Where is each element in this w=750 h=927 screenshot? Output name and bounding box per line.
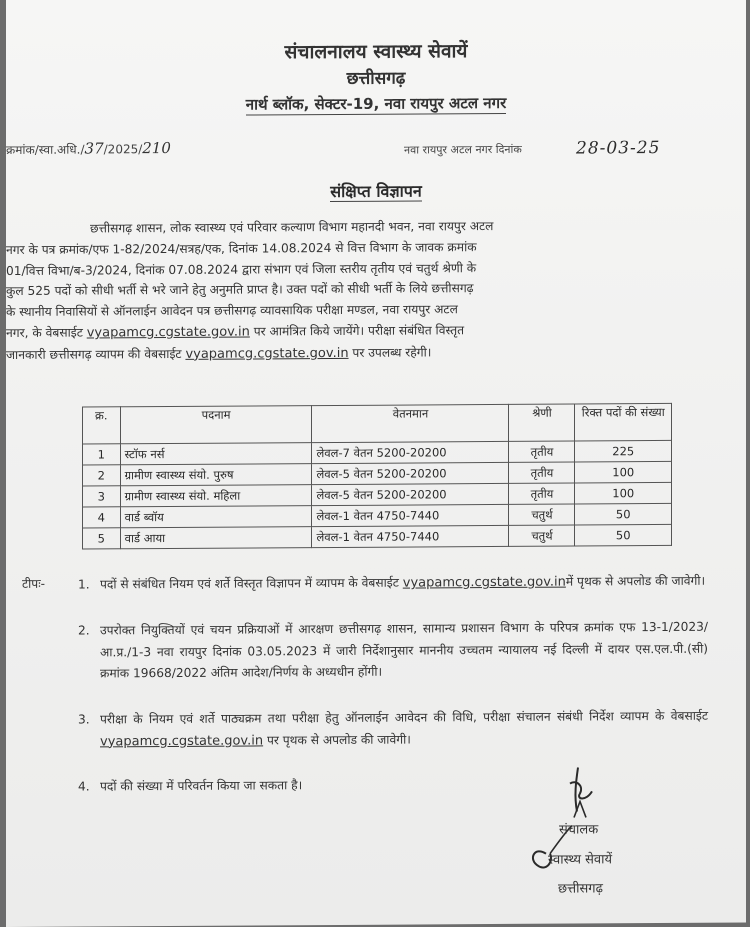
vyapam-website-link[interactable]: vyapamcg.cgstate.gov.in: [86, 324, 250, 341]
cell-serial: 3: [83, 486, 121, 507]
date-label: नवा रायपुर अटल नगर दिनांक: [404, 142, 522, 157]
cell-vacancies: 225: [575, 440, 672, 462]
cell-category: चतुर्थ: [509, 504, 575, 525]
posts-table: [82, 403, 672, 550]
office-address: नार्थ ब्लॉक, सेक्टर-19, नवा रायपुर अटल नगर: [245, 93, 507, 114]
cell-vacancies: 100: [575, 482, 672, 504]
cell-serial: 4: [83, 507, 121, 528]
cell-pay: लेवल-5 वेतन 5200-20200: [312, 483, 509, 505]
intro-line: नगर के पत्र क्रमांक/एफ 1-82/2024/सत्रह/एक, दिनांक 14.08.2024 से वित्त विभाग के जावक क्रमांक: [6, 239, 477, 257]
signatory-state: छत्तीसगढ़: [558, 881, 603, 897]
intro-line: जानकारी छत्तीसगढ़ व्यापम की वेबसाईट vyapamcg.cgstate.gov.in पर उपलब्ध रहेगी।: [6, 345, 432, 362]
note-text: परीक्षा के नियम एवं शर्ते पाठ्यक्रम तथा परीक्षा हेतु ऑनलाईन आवेदन की विधि, परीक्षा संचालन संबंधी निर्देश व्यापम के वेबसाईट vyapamcg.cgstate.gov.in पर पृथक से अपलोड की जावेगी।: [100, 708, 708, 749]
col-header-category: श्रेणी: [509, 404, 575, 441]
state-name: छत्तीसगढ़: [346, 68, 406, 89]
note-number: 4.: [78, 779, 90, 794]
signatory-department: स्वास्थ्य सेवायें: [548, 852, 613, 868]
cell-category: तृतीय: [509, 462, 575, 483]
intro-line: 01/वित्त विभा/ब-3/2024, दिनांक 07.08.2024 द्वारा संभाग एवं जिला स्तरीय तृतीय एवं चतुर्थ श्रेणी के: [6, 260, 477, 278]
col-header-vacancies: रिक्त पदों की संख्या: [575, 403, 672, 441]
note-text: पदों से संबंधित नियम एवं शर्ते विस्तृत विज्ञापन में व्यापम के वेबसाईट vyapamcg.cgstate.gov.inमें पृथक से अपलोड की जावेगी।: [100, 573, 706, 592]
cell-pay: लेवल-5 वेतन 5200-20200: [312, 462, 509, 484]
document-page: [6, 0, 746, 927]
cell-post: स्टॉफ नर्स: [120, 443, 312, 465]
signatory-title: संचालक: [559, 822, 599, 838]
note-item: [78, 706, 708, 753]
document-title: संक्षिप्त विज्ञापन: [330, 181, 422, 202]
intro-line: नगर, के वेबसाईट vyapamcg.cgstate.gov.in पर आमंत्रित किये जायेंगे। परीक्षा संबंधित विस्तृत: [6, 323, 465, 341]
note-text: उपरोक्त नियुक्तियों एवं चयन प्रक्रियाओं में आरक्षण छत्तीसगढ़ शासन, सामान्य प्रशासन विभाग के परिपत्र क्रमांक एफ 13-1/2023/आ.प्र./1-3 नवा रायपुर दिनांक 03.05.2023 में जारी निर्देशानुसार माननीय उच्चतम न्यायालय नई दिल्ली में दायर एस.एल.पी.(सी) क्रमांक 19668/2022 अंतिम आदेश/निर्णय के अध्यधीन होंगी।: [100, 619, 708, 681]
cell-serial: 1: [83, 444, 121, 465]
cell-category: चतुर्थ: [509, 525, 575, 546]
office-name: संचालनालय स्वास्थ्य सेवायें: [284, 40, 468, 64]
cell-post: वार्ड ब्वॉय: [120, 506, 312, 528]
note-number: 2.: [78, 623, 90, 638]
cell-pay: लेवल-1 वेतन 4750-7440: [312, 504, 509, 526]
note-item: [78, 571, 708, 596]
col-header-serial: क्र.: [83, 407, 121, 444]
signature-block: [514, 761, 714, 922]
cell-serial: 2: [83, 465, 121, 486]
cell-category: तृतीय: [509, 441, 575, 462]
note-number: 1.: [78, 577, 90, 592]
cell-pay: लेवल-7 वेतन 5200-20200: [312, 441, 509, 463]
notes-label: टीपः-: [22, 576, 46, 591]
table-row: [83, 524, 672, 549]
cell-vacancies: 50: [575, 503, 672, 525]
reference-number: क्रमांक/स्वा.अधि./37/2025/210: [6, 138, 171, 158]
vyapam-website-link[interactable]: vyapamcg.cgstate.gov.in: [185, 345, 349, 362]
notes-section: [22, 571, 722, 794]
note-item: [78, 617, 708, 685]
handwritten-date: 28-03-25: [576, 138, 661, 159]
cell-post: ग्रामीण स्वास्थ्य संयो. महिला: [120, 485, 312, 507]
handwritten-signature: [514, 761, 714, 922]
col-header-post: पदनाम: [120, 406, 312, 444]
note-number: 3.: [78, 712, 90, 727]
intro-paragraph: [6, 215, 728, 367]
cell-serial: 5: [83, 528, 121, 549]
cell-vacancies: 50: [575, 524, 672, 546]
intro-line: के स्थानीय निवासियों से ऑनलाईन आवेदन पत्र छत्तीसगढ़ व्यावसायिक परीक्षा मण्डल, नवा रायपुर अटल: [6, 302, 458, 320]
intro-line: छत्तीसगढ़ शासन, लोक स्वास्थ्य एवं परिवार कल्याण विभाग महानदी भवन, नवा रायपुर अटल: [90, 219, 494, 236]
cell-post: वार्ड आया: [120, 527, 312, 549]
cell-category: तृतीय: [509, 483, 575, 504]
col-header-pay: वेतनमान: [312, 404, 509, 442]
cell-post: ग्रामीण स्वास्थ्य संयो. पुरुष: [120, 464, 312, 486]
note-text: पदों की संख्या में परिवर्तन किया जा सकता है।: [100, 778, 303, 794]
cell-vacancies: 100: [575, 461, 672, 483]
intro-line: कुल 525 पदों को सीधी भर्ती से भरे जाने हेतु अनुमति प्राप्त है। उक्त पदों को सीधी भर्ती के लिये छत्तीसगढ़: [6, 281, 474, 299]
vyapam-website-link[interactable]: vyapamcg.cgstate.gov.in: [100, 732, 264, 749]
table-header-row: [83, 403, 672, 444]
vyapam-website-link[interactable]: vyapamcg.cgstate.gov.in: [402, 574, 566, 591]
cell-pay: लेवल-1 वेतन 4750-7440: [312, 525, 509, 547]
